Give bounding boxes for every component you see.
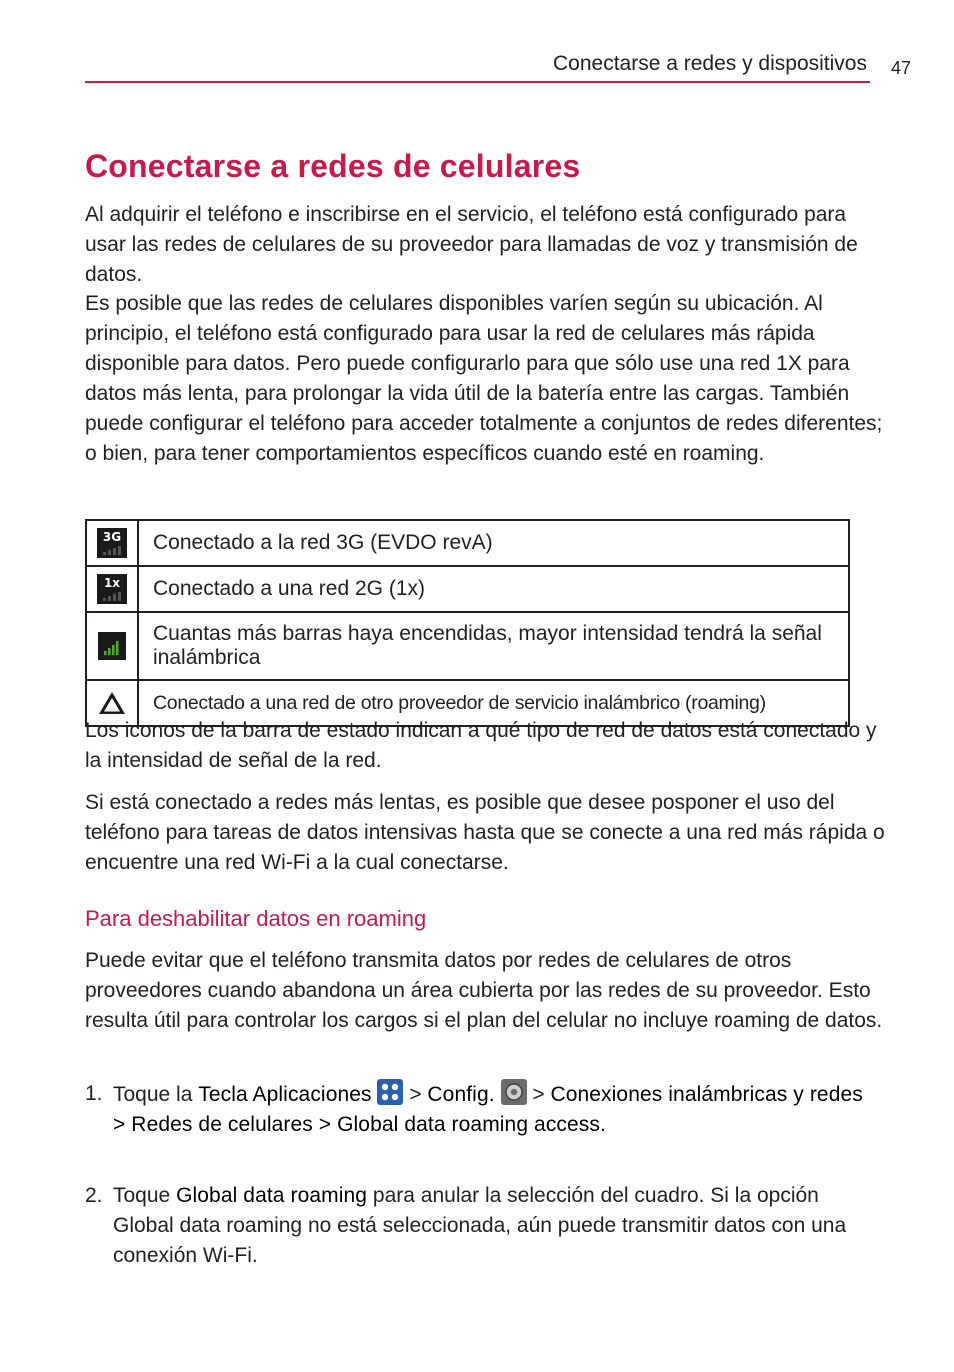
step-text: Toque: [113, 1184, 177, 1207]
roaming-intro-paragraph: Puede evitar que el teléfono transmita datos por redes de celulares de otros proveedores cuando abandona un área cubierta por las redes de su proveedor. Esto resulta útil para controlar los cargos si el plan del celular no incluye roaming de datos.: [85, 949, 883, 1032]
step-separator: >: [403, 1083, 428, 1106]
status-bar-paragraph: Los iconos de la barra de estado indican a qué tipo de red de datos está conectado y la intensidad de señal de la red.: [85, 719, 877, 772]
step-1: [85, 1079, 875, 1140]
step-text: para anular la selección del cuadro. Si la opción Global data roaming no está seleccionada, aún puede transmitir datos con una conexión Wi-Fi.: [113, 1184, 847, 1267]
3g-icon: [97, 528, 127, 558]
settings-path: Conexiones inalámbricas y redes > Redes de celulares > Global data roaming access.: [113, 1083, 863, 1136]
page-number: 47: [891, 58, 912, 78]
subsection-title: Para deshabilitar datos en roaming: [85, 906, 427, 931]
1x-icon-label: 1x: [103, 576, 121, 590]
intro-paragraph-2: Es posible que las redes de celulares disponibles varíen según su ubicación. Al principio, el teléfono está configurado para usar la red de celulares más rápida disponible para datos. Pero puede configurarlo para que sólo use una red 1X para datos más lenta, para prolongar la vida útil de la batería entre las cargas. También puede configurar el teléfono para acceder totalmente a conjuntos de redes diferentes; o bien, para tener comportamientos específicos cuando esté en roaming.: [85, 292, 883, 465]
3g-icon-label: 3G: [102, 530, 122, 544]
signal-bars-icon: [98, 632, 126, 660]
1x-icon: [97, 574, 127, 604]
page-header: [85, 50, 870, 83]
roaming-triangle-icon: [97, 688, 127, 718]
apps-key-label: Tecla Aplicaciones: [198, 1083, 372, 1106]
settings-label: Config.: [427, 1083, 495, 1106]
status-icon-table: [85, 519, 850, 727]
step-text: Toque la: [113, 1083, 199, 1106]
table-row: [86, 612, 849, 680]
step-separator: >: [526, 1083, 551, 1106]
step-number: 1.: [85, 1082, 103, 1105]
global-data-roaming-label: Global data roaming: [176, 1184, 368, 1207]
table-cell-text: Conectado a la red 3G (EVDO revA): [138, 520, 849, 566]
apps-grid-icon: [377, 1079, 403, 1105]
table-row: [86, 566, 849, 612]
step-2: [85, 1181, 875, 1271]
section-title: Conectarse a redes de celulares: [85, 148, 581, 184]
settings-gear-icon: [501, 1079, 527, 1105]
table-cell-text: Cuantas más barras haya encendidas, mayor intensidad tendrá la señal inalámbrica: [138, 612, 849, 680]
step-number: 2.: [85, 1184, 103, 1207]
intro-paragraph-1: Al adquirir el teléfono e inscribirse en el servicio, el teléfono está configurado para usar las redes de celulares de su proveedor para llamadas de voz y transmisión de datos.: [85, 203, 858, 286]
table-row: [86, 520, 849, 566]
table-cell-text: Conectado a una red de otro proveedor de servicio inalámbrico (roaming): [138, 680, 849, 726]
header-title: Conectarse a redes y dispositivos: [553, 52, 867, 75]
table-cell-text: Conectado a una red 2G (1x): [138, 566, 849, 612]
slow-network-paragraph: Si está conectado a redes más lentas, es posible que desee posponer el uso del teléfono para tareas de datos intensivas hasta que se conecte a una red más rápida o encuentre una red Wi-Fi a la cual conectarse.: [85, 791, 885, 874]
